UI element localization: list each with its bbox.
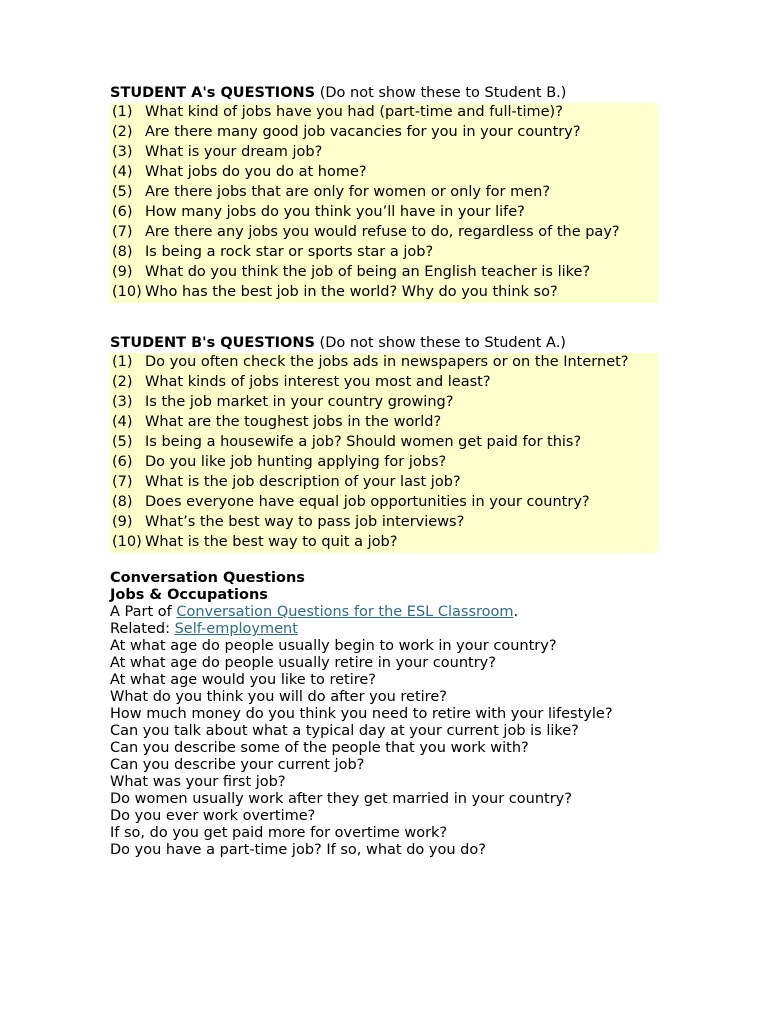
question-text: Is the job market in your country growing? [145, 394, 454, 410]
question-number: (5) [112, 434, 133, 450]
question-row [110, 123, 658, 143]
question-row [110, 183, 658, 203]
question-row [110, 143, 658, 163]
question-row [110, 353, 658, 373]
conversation-question: Can you talk about what a typical day at your current job is like? [110, 723, 579, 739]
conversation-question: Can you describe your current job? [110, 757, 365, 773]
section-spacer [110, 553, 658, 570]
question-number: (1) [112, 354, 133, 370]
question-row [110, 533, 658, 553]
question-text: What do you think the job of being an English teacher is like? [145, 264, 591, 280]
question-row [110, 263, 658, 283]
question-text: Does everyone have equal job opportunities in your country? [145, 494, 590, 510]
question-text: What is your dream job? [145, 144, 323, 160]
question-text: What is the job description of your last job? [145, 474, 461, 490]
conversation-question: What do you think you will do after you retire? [110, 689, 447, 705]
question-number: (6) [112, 204, 133, 220]
conversation-question: Can you describe some of the people that you work with? [110, 740, 529, 756]
question-number: (9) [112, 514, 133, 530]
student-a-title: STUDENT A's QUESTIONS [110, 85, 316, 101]
conversation-question: Do you ever work overtime? [110, 808, 316, 824]
question-number: (8) [112, 494, 133, 510]
question-number: (4) [112, 164, 133, 180]
conversation-question: Do you have a part-time job? If so, what do you do? [110, 842, 486, 858]
question-text: Are there jobs that are only for women or only for men? [145, 184, 551, 200]
question-text: Do you like job hunting applying for jobs? [145, 454, 447, 470]
question-number: (6) [112, 454, 133, 470]
question-number: (8) [112, 244, 133, 260]
conversation-question: If so, do you get paid more for overtime work? [110, 825, 448, 841]
question-text: Is being a rock star or sports star a job? [145, 244, 434, 260]
document-page [110, 84, 658, 859]
conversation-question: At what age do people usually retire in your country? [110, 655, 496, 671]
conversation-question: At what age would you like to retire? [110, 672, 376, 688]
question-number: (2) [112, 124, 133, 140]
question-number: (2) [112, 374, 133, 390]
part-of-line [110, 604, 658, 621]
question-number: (4) [112, 414, 133, 430]
question-text: What are the toughest jobs in the world? [145, 414, 442, 430]
question-number: (10) [112, 284, 142, 300]
section-spacer [110, 303, 658, 334]
question-text: Is being a housewife a job? Should women get paid for this? [145, 434, 582, 450]
self-employment-link[interactable]: Self-employment [174, 621, 298, 637]
question-row [110, 493, 658, 513]
question-row [110, 223, 658, 243]
conversation-question: At what age do people usually begin to work in your country? [110, 638, 557, 654]
part-of-prefix: A Part of [110, 604, 177, 620]
question-number: (5) [112, 184, 133, 200]
question-number: (7) [112, 224, 133, 240]
question-row [110, 243, 658, 263]
question-text: What kind of jobs have you had (part-time and full-time)? [145, 104, 563, 120]
question-row [110, 453, 658, 473]
question-text: Are there many good job vacancies for you in your country? [145, 124, 581, 140]
question-text: What is the best way to quit a job? [145, 534, 398, 550]
question-text: What jobs do you do at home? [145, 164, 367, 180]
question-row [110, 393, 658, 413]
question-row [110, 103, 658, 123]
question-row [110, 473, 658, 493]
conversation-title: Conversation Questions [110, 570, 305, 586]
question-text: What kinds of jobs interest you most and least? [145, 374, 491, 390]
question-number: (9) [112, 264, 133, 280]
question-text: What’s the best way to pass job interviews? [145, 514, 465, 530]
related-prefix: Related: [110, 621, 175, 637]
question-number: (10) [112, 534, 142, 550]
question-row [110, 203, 658, 223]
question-number: (3) [112, 144, 133, 160]
student-b-heading [110, 334, 658, 353]
student-b-questions [110, 353, 658, 553]
question-number: (1) [112, 104, 133, 120]
student-a-questions [110, 103, 658, 303]
student-a-note: (Do not show these to Student B.) [315, 85, 567, 101]
question-row [110, 373, 658, 393]
conversation-question: Do women usually work after they get married in your country? [110, 791, 572, 807]
question-text: How many jobs do you think you’ll have in your life? [145, 204, 525, 220]
question-number: (7) [112, 474, 133, 490]
question-row [110, 413, 658, 433]
question-row [110, 513, 658, 533]
student-a-heading [110, 84, 658, 103]
part-of-suffix: . [513, 604, 519, 620]
conversation-question: What was your first job? [110, 774, 286, 790]
conversation-question: How much money do you think you need to retire with your lifestyle? [110, 706, 613, 722]
student-b-note: (Do not show these to Student A.) [314, 335, 566, 351]
esl-classroom-link[interactable]: Conversation Questions for the ESL Classroom [176, 604, 514, 620]
conversation-subtitle: Jobs & Occupations [110, 587, 268, 603]
question-text: Do you often check the jobs ads in newspapers or on the Internet? [145, 354, 629, 370]
question-text: Who has the best job in the world? Why do you think so? [145, 284, 558, 300]
question-row [110, 283, 658, 303]
question-text: Are there any jobs you would refuse to do, regardless of the pay? [145, 224, 620, 240]
student-b-title: STUDENT B's QUESTIONS [110, 335, 315, 351]
question-row [110, 163, 658, 183]
related-line [110, 621, 658, 638]
question-number: (3) [112, 394, 133, 410]
question-row [110, 433, 658, 453]
